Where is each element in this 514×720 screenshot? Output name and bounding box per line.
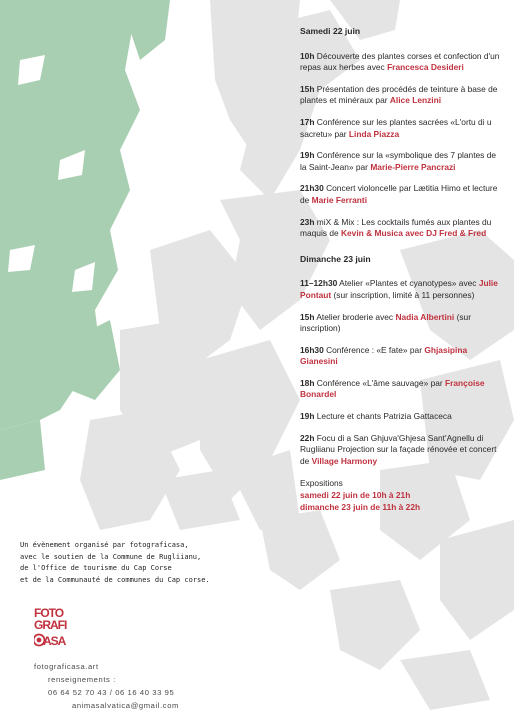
event-text: miX & Mix : Les cocktails fumés aux plantes du maquis de (300, 216, 492, 239)
event-time: 15h (300, 311, 315, 322)
event-sun-22h (300, 433, 500, 468)
event-sat-10h (300, 51, 500, 74)
svg-text:ASA: ASA (43, 634, 66, 648)
event-person: Françoise Bonardel (300, 377, 485, 400)
event-text: Lecture et chants Patrizia Gattaceca (316, 411, 452, 422)
event-person: Alice Lenzini (389, 95, 442, 106)
organizer-line: avec le soutien de la Commune de Rugliianu, (20, 552, 202, 561)
event-person: Village Harmony (311, 455, 378, 466)
event-sat-17h (300, 117, 500, 140)
email-link[interactable]: animasalvatica@gmail.com (72, 701, 179, 710)
phone-numbers: 06 64 52 70 43 / 06 16 40 33 95 (48, 688, 175, 697)
event-person: Marie Ferranti (311, 194, 368, 205)
event-note: (sur inscription) (300, 311, 472, 334)
event-person: Ghjasipina Gianesini (300, 344, 468, 367)
event-text: Découverte des plantes corses et confection d'un repas aux herbes avec (300, 50, 500, 73)
event-time: 21h30 (300, 183, 324, 194)
event-time: 22h (300, 432, 315, 443)
organizer-line: Un évènement organisé par fotograficasa, (20, 541, 189, 549)
organizer-note (20, 540, 290, 586)
event-time: 10h (300, 50, 315, 61)
event-sun-15h (300, 312, 500, 335)
contact-info (34, 660, 254, 712)
event-person: Nadia Albertini (395, 311, 455, 322)
event-time: 18h (300, 377, 315, 388)
organizer-line: de l'Office de tourisme du Cap Corse (20, 564, 172, 573)
info-label: renseignements : (48, 675, 116, 684)
event-time: 19h (300, 411, 315, 422)
event-time: 17h (300, 116, 315, 127)
event-time: 23h (300, 216, 315, 227)
event-sat-15h (300, 84, 500, 107)
event-person: Linda Piazza (348, 128, 400, 139)
event-text: Atelier «Plantes et cyanotypes» avec (339, 278, 477, 289)
event-sun-11h (300, 278, 500, 301)
organizer-line: et de la Communauté de communes du Cap corse. (20, 575, 210, 584)
event-time: 19h (300, 150, 315, 161)
event-person: Francesca Desideri (387, 62, 464, 73)
event-sat-23h (300, 217, 500, 240)
event-person: Julie Pontaut (300, 278, 498, 300)
event-person: Marie-Pierre Pancrazi (370, 161, 456, 172)
event-sun-19h (300, 411, 500, 423)
event-sun-16h30 (300, 345, 500, 368)
event-text: Conférence sur les plantes sacrées «L'ortu di u sacretu» par (300, 116, 492, 139)
event-time: 15h (300, 83, 315, 94)
event-text: Conférence «L'âme sauvage» par (316, 377, 443, 388)
event-text: Concert violoncelle par Lætitia Himo et lecture de (300, 183, 498, 205)
exhibitions (300, 477, 500, 513)
exhibitions-label: Expositions (300, 478, 343, 489)
schedule (300, 26, 500, 513)
event-text: Focu di a San Ghjuva'Ghjesa Sant'Agnellu di Rugliianu Projection sur la façade rénovée et concert de (300, 432, 497, 466)
fotograficasa-logo (34, 606, 78, 652)
event-text: Atelier broderie avec (316, 311, 394, 322)
svg-text:GRAFI: GRAFI (34, 618, 67, 632)
exhibitions-date-1: samedi 22 juin de 10h à 21h (300, 490, 411, 501)
event-time: 11–12h30 (300, 278, 338, 289)
event-time: 16h30 (300, 344, 324, 355)
event-text: Conférence : «E fate» par (326, 344, 422, 355)
website-link[interactable]: fotograficasa.art (34, 662, 99, 671)
exhibitions-date-2: dimanche 23 juin de 11h à 22h (300, 502, 421, 513)
event-note: (sur inscription, limité à 11 personnes) (333, 289, 475, 300)
event-text: Présentation des procédés de teinture à base de plantes et minéraux par (300, 83, 498, 106)
event-sat-21h30 (300, 183, 500, 206)
event-text: Conférence sur la «symbolique des 7 plantes de la Saint-Jean» par (300, 150, 497, 172)
event-sat-19h (300, 150, 500, 173)
event-person: Kevin & Musica avec DJ Fred & Fred (340, 228, 487, 239)
svg-text:FOTO: FOTO (34, 606, 64, 620)
day-title-sunday: Dimanche 23 juin (300, 253, 371, 264)
day-title-saturday: Samedi 22 juin (300, 26, 361, 36)
event-sun-18h (300, 378, 500, 401)
